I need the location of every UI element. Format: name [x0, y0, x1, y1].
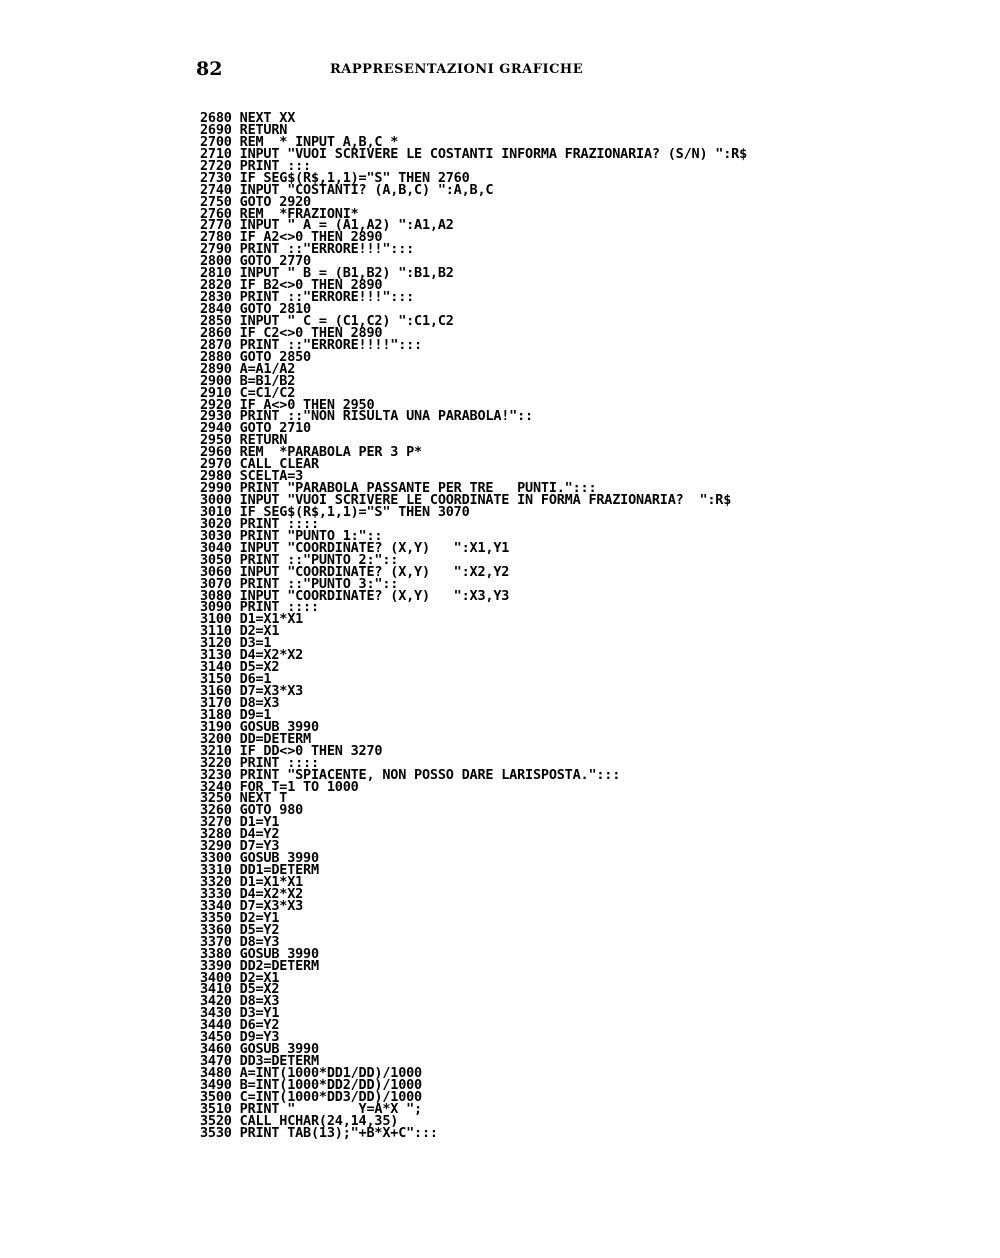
code-line: 3420 D8=X3	[200, 993, 280, 1010]
code-line: 3220 PRINT ::::	[200, 754, 319, 771]
code-line: 3200 DD=DETERM	[200, 730, 311, 747]
code-line: 2980 SCELTA=3	[200, 468, 304, 485]
code-line: 3520 CALL HCHAR(24,14,35)	[200, 1112, 399, 1129]
code-line: 3410 D5=X2	[200, 981, 280, 998]
code-line: 3430 D3=Y1	[200, 1005, 280, 1022]
code-line: 3060 INPUT "COORDINATE? (X,Y) ":X2,Y2	[200, 563, 510, 580]
code-line: 2950 RETURN	[200, 432, 288, 449]
code-line: 2790 PRINT ::"ERRORE!!!":::	[200, 241, 415, 258]
code-line: 3300 GOSUB 3990	[200, 850, 319, 867]
code-line: 2730 IF SEG$(R$,1,1)="S" THEN 2760	[200, 169, 470, 186]
code-line: 3240 FOR T=1 TO 1000	[200, 778, 359, 795]
code-line: 3380 GOSUB 3990	[200, 945, 319, 962]
code-line: 3450 D9=Y3	[200, 1029, 280, 1046]
code-line: 2710 INPUT "VUOI SCRIVERE LE COSTANTI INFORMA FRAZIONARIA? (S/N) ":R$	[200, 145, 748, 162]
code-line: 2890 A=A1/A2	[200, 360, 296, 377]
code-line: 2920 IF A<>0 THEN 2950	[200, 396, 375, 413]
code-line: 2990 PRINT "PARABOLA PASSANTE PER TRE PUNTI.":::	[200, 480, 597, 497]
code-line: 3250 NEXT T	[200, 790, 288, 807]
code-line: 2880 GOTO 2850	[200, 348, 311, 365]
code-line: 3470 DD3=DETERM	[200, 1053, 319, 1070]
code-line: 2910 C=C1/C2	[200, 384, 296, 401]
code-line: 3180 D9=1	[200, 706, 272, 723]
code-line: 3150 D6=1	[200, 671, 272, 688]
code-line: 2870 PRINT ::"ERRORE!!!!":::	[200, 336, 422, 353]
code-line: 3110 D2=X1	[200, 623, 280, 640]
code-line: 2840 GOTO 2810	[200, 301, 311, 317]
code-line: 3350 D2=Y1	[200, 909, 280, 926]
code-line: 3210 IF DD<>0 THEN 3270	[200, 742, 383, 759]
code-listing	[200, 110, 748, 1141]
code-line: 2810 INPUT " B = (B1,B2) ":B1,B2	[200, 265, 454, 282]
code-line: 2760 REM *FRAZIONI*	[200, 205, 359, 222]
code-line: 3000 INPUT "VUOI SCRIVERE LE COORDINATE IN FORMA FRAZIONARIA? ":R$	[200, 492, 732, 508]
code-line: 3170 D8=X3	[200, 694, 280, 711]
code-line: 2860 IF C2<>0 THEN 2890	[200, 324, 383, 341]
code-line: 3010 IF SEG$(R$,1,1)="S" THEN 3070	[200, 503, 470, 520]
code-line: 3100 D1=X1*X1	[200, 611, 304, 628]
code-line: 3530 PRINT TAB(13);"+B*X+C":::	[200, 1124, 438, 1141]
code-line: 2970 CALL CLEAR	[200, 456, 319, 473]
code-line: 3490 B=INT(1000*DD2/DD)/1000	[200, 1076, 422, 1093]
code-line: 3440 D6=Y2	[200, 1017, 280, 1034]
code-line: 3190 GOSUB 3990	[200, 718, 319, 735]
code-line: 3080 INPUT "COORDINATE? (X,Y) ":X3,Y3	[200, 587, 510, 604]
code-line: 3020 PRINT ::::	[200, 515, 319, 532]
code-line: 3230 PRINT "SPIACENTE, NON POSSO DARE LARISPOSTA.":::	[200, 766, 621, 783]
code-line: 3140 D5=X2	[200, 659, 280, 676]
code-line: 3130 D4=X2*X2	[200, 647, 304, 664]
code-line: 2960 REM *PARABOLA PER 3 P*	[200, 444, 422, 461]
code-line: 3400 D2=X1	[200, 969, 280, 986]
code-line: 3290 D7=Y3	[200, 838, 280, 855]
code-line: 2940 GOTO 2710	[200, 420, 311, 437]
code-line: 2750 GOTO 2920	[200, 193, 311, 210]
code-line: 3120 D3=1	[200, 635, 272, 652]
code-line: 3270 D1=Y1	[200, 814, 280, 831]
code-line: 2800 GOTO 2770	[200, 253, 311, 270]
code-line: 3070 PRINT ::"PUNTO 3:"::	[200, 575, 399, 592]
code-line: 3500 C=INT(1000*DD3/DD)/1000	[200, 1088, 422, 1105]
code-line: 3360 D5=Y2	[200, 921, 280, 938]
code-line: 2690 RETURN	[200, 121, 288, 138]
page-number: 82	[196, 58, 223, 80]
code-line: 3370 D8=Y3	[200, 933, 280, 950]
code-line: 2820 IF B2<>0 THEN 2890	[200, 277, 383, 294]
code-line: 3390 DD2=DETERM	[200, 957, 319, 974]
code-line: 2900 B=B1/B2	[200, 372, 296, 389]
code-line: 3260 GOTO 980	[200, 802, 304, 819]
code-line: 3310 DD1=DETERM	[200, 862, 319, 879]
code-line: 3050 PRINT ::"PUNTO 2:"::	[200, 551, 399, 568]
code-line: 3330 D4=X2*X2	[200, 885, 304, 902]
code-line: 2700 REM * INPUT A,B,C *	[200, 133, 399, 150]
code-line: 2830 PRINT ::"ERRORE!!!":::	[200, 289, 415, 306]
code-line: 3480 A=INT(1000*DD1/DD)/1000	[200, 1065, 422, 1081]
code-line: 3040 INPUT "COORDINATE? (X,Y) ":X1,Y1	[200, 539, 510, 556]
code-line: 2720 PRINT :::	[200, 157, 311, 174]
code-line: 2770 INPUT " A = (A1,A2) ":A1,A2	[200, 217, 454, 234]
code-line: 3510 PRINT " Y=A*X ";	[200, 1100, 422, 1117]
code-line: 3090 PRINT ::::	[200, 599, 319, 616]
code-line: 3320 D1=X1*X1	[200, 874, 304, 890]
code-line: 3460 GOSUB 3990	[200, 1041, 319, 1058]
code-line: 2740 INPUT "COSTANTI? (A,B,C) ":A,B,C	[200, 181, 494, 198]
running-title: RAPPRESENTAZIONI GRAFICHE	[330, 62, 584, 77]
code-line: 2850 INPUT " C = (C1,C2) ":C1,C2	[200, 312, 454, 329]
code-line: 3280 D4=Y2	[200, 826, 280, 843]
code-line: 2930 PRINT ::"NON RISULTA UNA PARABOLA!"::	[200, 408, 533, 425]
code-line: 2780 IF A2<>0 THEN 2890	[200, 229, 383, 246]
code-line: 3340 D7=X3*X3	[200, 897, 304, 914]
code-line: 2680 NEXT XX	[200, 110, 296, 126]
code-line: 3030 PRINT "PUNTO 1:"::	[200, 527, 383, 544]
code-line: 3160 D7=X3*X3	[200, 683, 304, 699]
